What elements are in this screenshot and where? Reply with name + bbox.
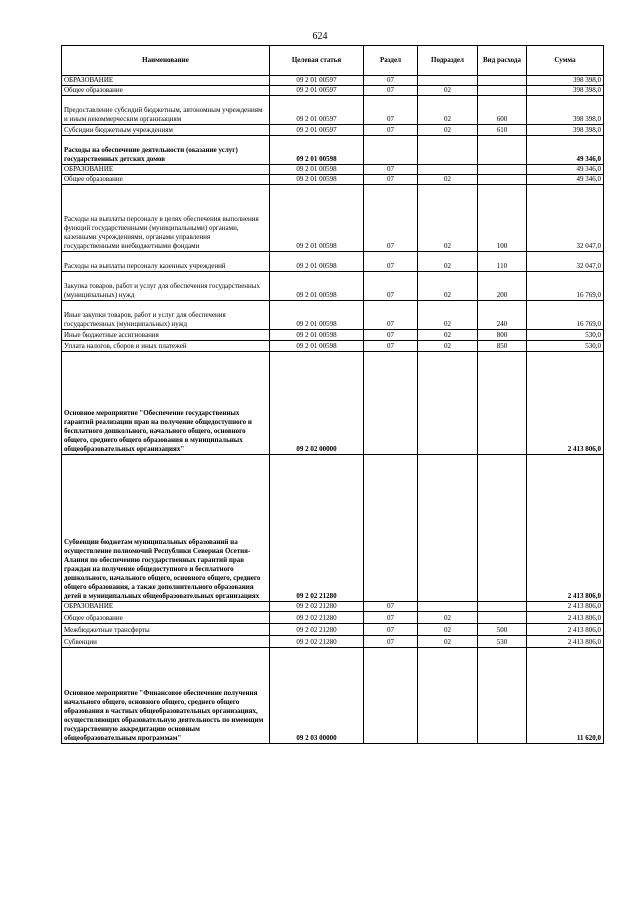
cell-type: 530 <box>478 636 527 648</box>
budget-table <box>61 45 604 744</box>
cell-section <box>364 136 418 165</box>
table-row <box>62 352 604 455</box>
cell-sum: 16 769,0 <box>527 301 604 330</box>
cell-sum: 2 413 806,0 <box>527 624 604 636</box>
cell-type: 800 <box>478 330 527 341</box>
table-row <box>62 175 604 185</box>
cell-sum: 398 398,0 <box>527 86 604 96</box>
cell-code: 09 2 01 00598 <box>270 252 364 272</box>
header-row <box>62 46 604 76</box>
cell-subsection: 02 <box>418 252 478 272</box>
cell-code: 09 2 01 00597 <box>270 76 364 86</box>
cell-sum: 398 398,0 <box>527 125 604 136</box>
table-row <box>62 136 604 165</box>
table-row <box>62 96 604 125</box>
cell-section: 07 <box>364 96 418 125</box>
cell-name: Закупка товаров, работ и услуг для обеспечения государственных (муниципальных) нужд <box>62 272 270 301</box>
cell-code: 09 2 01 00598 <box>270 330 364 341</box>
table-row <box>62 125 604 136</box>
col-header-section: Раздел <box>364 46 418 76</box>
cell-name: Основное мероприятие "Финансовое обеспечение получения начального общего, основного общего, среднего общего образования в частных общеобразовательных организациях, осуществляющих образовательную деятельность по имеющим государственную аккредитацию основным общеобразовательным программам" <box>62 648 270 744</box>
cell-type: 600 <box>478 96 527 125</box>
cell-code: 09 2 02 21280 <box>270 455 364 602</box>
cell-name: Иные закупки товаров, работ и услуг для обеспечения государственных (муниципальных) нужд <box>62 301 270 330</box>
cell-code: 09 2 01 00598 <box>270 301 364 330</box>
cell-subsection: 02 <box>418 185 478 252</box>
cell-subsection: 02 <box>418 96 478 125</box>
cell-name: Общее образование <box>62 175 270 185</box>
cell-name: ОБРАЗОВАНИЕ <box>62 76 270 86</box>
cell-section <box>364 352 418 455</box>
cell-code: 09 2 01 00597 <box>270 125 364 136</box>
cell-subsection: 02 <box>418 86 478 96</box>
cell-section <box>364 648 418 744</box>
cell-type: 500 <box>478 624 527 636</box>
cell-name: Общее образование <box>62 612 270 624</box>
cell-section: 07 <box>364 341 418 352</box>
cell-type: 200 <box>478 272 527 301</box>
cell-sum: 32 047,0 <box>527 252 604 272</box>
col-header-type: Вид расхода <box>478 46 527 76</box>
cell-code: 09 2 01 00598 <box>270 185 364 252</box>
table-row <box>62 455 604 602</box>
cell-sum: 2 413 806,0 <box>527 602 604 612</box>
cell-name: Предоставление субсидий бюджетным, автономным учреждениям и иным некоммерческим организациям <box>62 96 270 125</box>
cell-subsection <box>418 455 478 602</box>
cell-code: 09 2 02 21280 <box>270 636 364 648</box>
cell-section: 07 <box>364 125 418 136</box>
table-row <box>62 252 604 272</box>
cell-subsection <box>418 76 478 86</box>
table-row <box>62 185 604 252</box>
cell-name: Расходы на выплаты персоналу в целях обеспечения выполнения функций государственными (муниципальными) органами, казенными учреждениями, органами управления государственными внебюджетными фондами <box>62 185 270 252</box>
cell-type: 110 <box>478 252 527 272</box>
cell-type: 100 <box>478 185 527 252</box>
cell-subsection <box>418 165 478 175</box>
col-header-code: Целевая статья <box>270 46 364 76</box>
cell-section: 07 <box>364 602 418 612</box>
cell-code: 09 2 02 21280 <box>270 612 364 624</box>
cell-section: 07 <box>364 624 418 636</box>
cell-subsection: 02 <box>418 624 478 636</box>
cell-sum: 2 413 806,0 <box>527 636 604 648</box>
cell-name: Иные бюджетные ассигнования <box>62 330 270 341</box>
cell-sum: 32 047,0 <box>527 185 604 252</box>
cell-sum: 49 346,0 <box>527 175 604 185</box>
cell-subsection: 02 <box>418 175 478 185</box>
cell-subsection <box>418 136 478 165</box>
cell-type <box>478 76 527 86</box>
cell-sum: 16 769,0 <box>527 272 604 301</box>
cell-sum: 398 398,0 <box>527 96 604 125</box>
cell-type <box>478 175 527 185</box>
cell-section: 07 <box>364 636 418 648</box>
cell-section: 07 <box>364 185 418 252</box>
cell-code: 09 2 01 00598 <box>270 175 364 185</box>
cell-code: 09 2 02 21280 <box>270 602 364 612</box>
cell-type <box>478 612 527 624</box>
cell-name: Субсидии бюджетным учреждениям <box>62 125 270 136</box>
cell-code: 09 2 01 00598 <box>270 165 364 175</box>
cell-subsection <box>418 602 478 612</box>
cell-type: 240 <box>478 301 527 330</box>
cell-type <box>478 648 527 744</box>
cell-code: 09 2 02 21280 <box>270 624 364 636</box>
cell-sum: 530,0 <box>527 330 604 341</box>
col-header-subsection: Подраздел <box>418 46 478 76</box>
cell-name: Межбюджетные трансферты <box>62 624 270 636</box>
cell-subsection: 02 <box>418 612 478 624</box>
cell-code: 09 2 01 00598 <box>270 136 364 165</box>
table-row <box>62 602 604 612</box>
cell-section: 07 <box>364 165 418 175</box>
table-row <box>62 76 604 86</box>
cell-section: 07 <box>364 301 418 330</box>
cell-subsection: 02 <box>418 125 478 136</box>
cell-code: 09 2 01 00598 <box>270 272 364 301</box>
col-header-sum: Сумма <box>527 46 604 76</box>
cell-name: Расходы на выплаты персоналу казенных учреждений <box>62 252 270 272</box>
cell-section <box>364 455 418 602</box>
cell-code: 09 2 01 00597 <box>270 96 364 125</box>
cell-subsection: 02 <box>418 341 478 352</box>
cell-name: Субвенции бюджетам муниципальных образований на осуществление полномочий Республики Северная Осетия-Алания по обеспечению государственных гарантий прав граждан на получение общедоступного и бесплатного дошкольного, начального общего, основного общего, среднего общего образования, а также дополнительного образования детей в муниципальных общеобразовательных организациях <box>62 455 270 602</box>
table-row <box>62 341 604 352</box>
cell-name: ОБРАЗОВАНИЕ <box>62 165 270 175</box>
cell-subsection: 02 <box>418 301 478 330</box>
table-row <box>62 165 604 175</box>
table-row <box>62 86 604 96</box>
cell-type: 850 <box>478 341 527 352</box>
cell-section: 07 <box>364 330 418 341</box>
cell-section: 07 <box>364 86 418 96</box>
cell-section: 07 <box>364 612 418 624</box>
cell-code: 09 2 01 00598 <box>270 341 364 352</box>
table-row <box>62 648 604 744</box>
cell-type <box>478 352 527 455</box>
cell-sum: 49 346,0 <box>527 165 604 175</box>
cell-type: 610 <box>478 125 527 136</box>
cell-sum: 11 620,0 <box>527 648 604 744</box>
cell-sum: 49 346,0 <box>527 136 604 165</box>
cell-subsection: 02 <box>418 636 478 648</box>
cell-type <box>478 136 527 165</box>
cell-section: 07 <box>364 175 418 185</box>
table-row <box>62 301 604 330</box>
cell-type <box>478 455 527 602</box>
cell-name: Уплата налогов, сборов и иных платежей <box>62 341 270 352</box>
cell-type <box>478 86 527 96</box>
cell-name: Расходы на обеспечение деятельности (оказание услуг) государственных детских домов <box>62 136 270 165</box>
page-number: 624 <box>312 31 328 42</box>
table-row <box>62 272 604 301</box>
cell-type <box>478 602 527 612</box>
cell-section: 07 <box>364 76 418 86</box>
cell-sum: 530,0 <box>527 341 604 352</box>
cell-sum: 2 413 806,0 <box>527 352 604 455</box>
cell-name: Субвенции <box>62 636 270 648</box>
cell-name: Основное мероприятие "Обеспечение государственных гарантий реализации прав на получение общедоступного и бесплатного дошкольного, начального общего, основного общего, среднего общего образования в муниципальных общеобразовательных организациях" <box>62 352 270 455</box>
table-row <box>62 636 604 648</box>
cell-subsection <box>418 352 478 455</box>
cell-subsection <box>418 648 478 744</box>
cell-code: 09 2 01 00597 <box>270 86 364 96</box>
table-row <box>62 624 604 636</box>
cell-code: 09 2 02 00000 <box>270 352 364 455</box>
table-row <box>62 330 604 341</box>
cell-subsection: 02 <box>418 272 478 301</box>
cell-section: 07 <box>364 272 418 301</box>
cell-section: 07 <box>364 252 418 272</box>
cell-sum: 398 398,0 <box>527 76 604 86</box>
cell-name: ОБРАЗОВАНИЕ <box>62 602 270 612</box>
cell-subsection: 02 <box>418 330 478 341</box>
cell-name: Общее образование <box>62 86 270 96</box>
cell-type <box>478 165 527 175</box>
table-row <box>62 612 604 624</box>
col-header-name: Наименование <box>62 46 270 76</box>
cell-sum: 2 413 806,0 <box>527 455 604 602</box>
cell-sum: 2 413 806,0 <box>527 612 604 624</box>
cell-code: 09 2 03 00000 <box>270 648 364 744</box>
table-body <box>62 76 604 744</box>
